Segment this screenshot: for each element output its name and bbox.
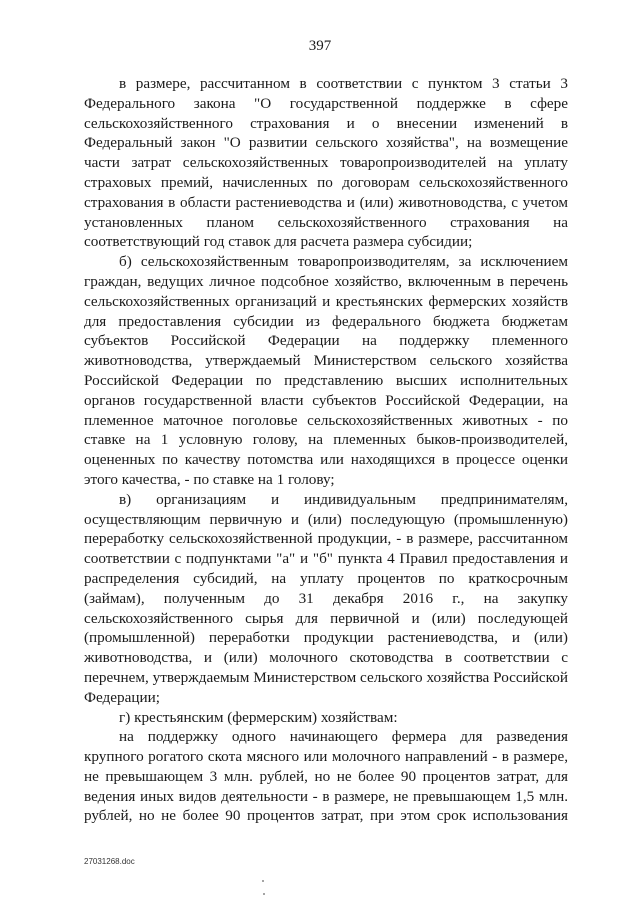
text-line: рублей, но не более 90 процентов затрат, при этом срок использования — [84, 807, 568, 825]
text-line: субъектов Российской Федерации на поддержку племенного — [84, 332, 568, 350]
text-line: части затрат сельскохозяйственных товаропроизводителей на уплату — [84, 154, 568, 172]
text-line: переработку сельскохозяйственной продукции, - в размере, рассчитанном — [84, 530, 568, 548]
text-line: г) крестьянским (фермерским) хозяйствам: — [119, 708, 398, 726]
scan-speck — [262, 880, 264, 882]
text-line: этого качества, - по ставке на 1 голову; — [84, 470, 335, 488]
text-line: не превышающем 3 млн. рублей, но не более 90 процентов затрат, для — [84, 767, 568, 785]
text-line: соответствующий год ставок для расчета размера субсидии; — [84, 233, 473, 251]
document-body — [84, 74, 568, 826]
text-line: установленных планом сельскохозяйственного страхования на — [84, 213, 568, 231]
text-line: страхования в области растениеводства и (или) животноводства, с учетом — [84, 193, 568, 211]
text-line: животноводства, и (или) молочного скотоводства в соответствии с — [84, 649, 568, 667]
text-line: осуществляющим первичную и (или) последующую (промышленную) — [84, 510, 568, 528]
text-line: сельскохозяйственных организаций и крестьянских фермерских хозяйств — [84, 292, 568, 310]
footer-filename: 27031268.doc — [84, 857, 135, 866]
text-line: граждан, ведущих личное подсобное хозяйство, включенным в перечень — [84, 272, 568, 290]
text-line: сельскохозяйственного сырья для первичной и (или) последующей — [84, 609, 568, 627]
text-line: крупного рогатого скота мясного или молочного направлений - в размере, — [84, 748, 568, 766]
text-line: в размере, рассчитанном в соответствии с пунктом 3 статьи 3 — [119, 75, 568, 92]
text-line: Федеральный закон "О развитии сельского хозяйства", на возмещение — [84, 134, 568, 152]
text-line: для предоставления субсидии из федерального бюджета бюджетам — [84, 312, 568, 330]
text-line: распределения субсидий, на уплату процентов по краткосрочным — [84, 569, 568, 587]
text-line: Российской Федерации по представлению высших исполнительных — [84, 371, 568, 389]
text-line: сельскохозяйственного страхования и о внесении изменений в — [84, 114, 568, 132]
page-number: 397 — [308, 38, 332, 54]
text-line: (промышленной) переработки продукции растениеводства, и (или) — [84, 629, 568, 647]
text-line: соответствии с подпунктами "а" и "б" пункта 4 Правил предоставления и — [84, 550, 568, 568]
text-line: оцененных по качеству потомства или находящихся в процессе оценки — [84, 451, 568, 469]
text-line: ставке на 1 условную голову, на племенных быков-производителей, — [84, 431, 568, 449]
text-line: ведения иных видов деятельности - в размере, не превышающем 1,5 млн. — [84, 787, 568, 805]
text-line: Федерации; — [84, 688, 160, 706]
text-line: племенное маточное поголовье сельскохозяйственных животных - по — [84, 411, 568, 429]
text-line: животноводства, утверждаемый Министерством сельского хозяйства — [84, 352, 568, 370]
text-line: органов государственной власти субъектов Российской Федерации, на — [84, 391, 568, 409]
text-line: страховых премий, начисленных по договорам сельскохозяйственного — [84, 173, 568, 191]
text-line: Федерального закона "О государственной поддержке в сфере — [84, 94, 568, 112]
text-line: перечнем, утверждаемым Министерством сельского хозяйства Российской — [84, 668, 568, 686]
text-line: (займам), полученным до 31 декабря 2016 г., на закупку — [84, 589, 568, 607]
text-line: в) организациям и индивидуальным предпринимателям, — [119, 490, 568, 508]
text-line: б) сельскохозяйственным товаропроизводителям, за исключением — [119, 253, 568, 271]
scan-speck — [263, 893, 265, 895]
text-line: на поддержку одного начинающего фермера для разведения — [119, 728, 568, 746]
